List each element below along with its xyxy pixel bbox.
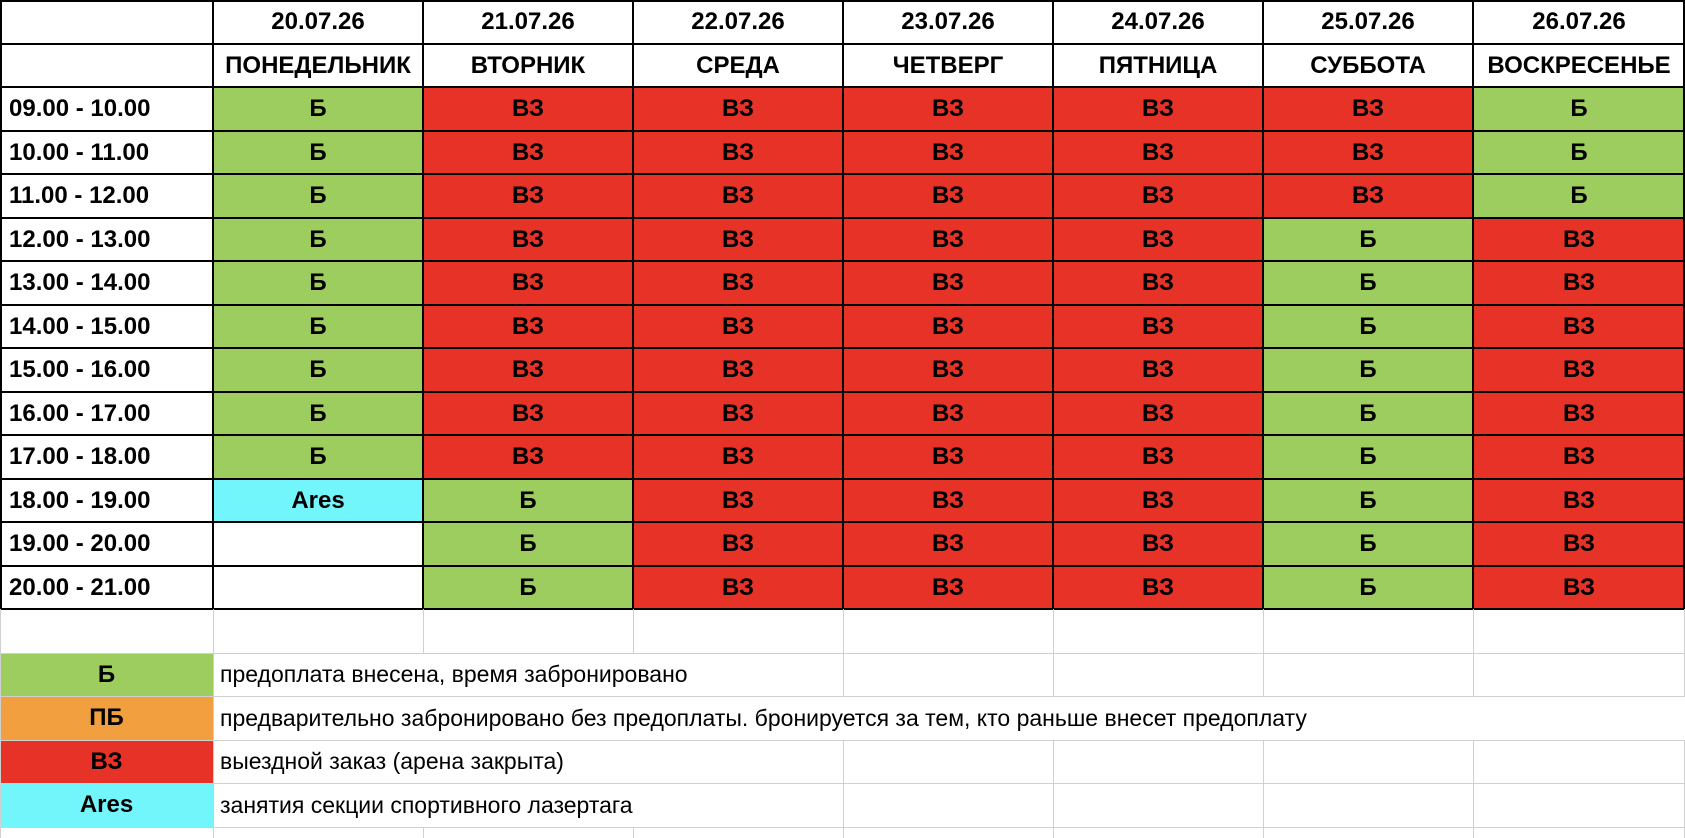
slot-cell-booked[interactable]: Б (423, 479, 633, 522)
legend-swatch-prebooked: ПБ (0, 696, 213, 740)
slot-cell-offsite[interactable]: ВЗ (633, 131, 843, 174)
slot-cell-booked[interactable]: Б (1263, 305, 1473, 348)
slot-cell-offsite[interactable]: ВЗ (633, 566, 843, 609)
slot-cell-offsite[interactable]: ВЗ (1053, 566, 1263, 609)
time-slot-label[interactable]: 09.00 - 10.00 (0, 87, 213, 131)
slot-cell-offsite[interactable]: ВЗ (843, 305, 1053, 348)
time-slot-label[interactable]: 12.00 - 13.00 (0, 218, 213, 261)
slot-cell-offsite[interactable]: ВЗ (1473, 435, 1685, 479)
slot-cell-offsite[interactable]: ВЗ (423, 261, 633, 305)
time-slot-label[interactable]: 11.00 - 12.00 (0, 174, 213, 218)
date-header[interactable]: 26.07.26 (1473, 0, 1685, 44)
slot-cell-booked[interactable]: Б (213, 218, 423, 261)
table-border-vertical (632, 0, 634, 609)
time-slot-label[interactable]: 19.00 - 20.00 (0, 522, 213, 566)
weekday-header[interactable]: ПЯТНИЦА (1053, 44, 1263, 87)
table-border-vertical (842, 0, 844, 609)
slot-cell-offsite[interactable]: ВЗ (423, 131, 633, 174)
time-slot-label[interactable]: 15.00 - 16.00 (0, 348, 213, 392)
slot-cell-offsite[interactable]: ВЗ (633, 174, 843, 218)
slot-cell-offsite[interactable]: ВЗ (633, 522, 843, 566)
slot-cell-offsite[interactable]: ВЗ (843, 174, 1053, 218)
slot-cell-offsite[interactable]: ВЗ (633, 479, 843, 522)
slot-cell-booked[interactable]: Б (1263, 218, 1473, 261)
slot-cell-offsite[interactable]: ВЗ (423, 392, 633, 435)
slot-cell-offsite[interactable]: ВЗ (1263, 174, 1473, 218)
slot-cell-offsite[interactable]: ВЗ (1053, 87, 1263, 131)
legend-border (0, 696, 1685, 697)
slot-cell-booked[interactable]: Б (1263, 261, 1473, 305)
slot-cell-offsite[interactable]: ВЗ (1053, 479, 1263, 522)
slot-cell-offsite[interactable]: ВЗ (843, 435, 1053, 479)
date-header[interactable]: 20.07.26 (213, 0, 423, 44)
slot-cell-offsite[interactable]: ВЗ (1473, 566, 1685, 609)
weekday-header[interactable]: ЧЕТВЕРГ (843, 44, 1053, 87)
date-header[interactable]: 23.07.26 (843, 0, 1053, 44)
slot-cell-offsite[interactable]: ВЗ (423, 305, 633, 348)
date-header[interactable]: 22.07.26 (633, 0, 843, 44)
slot-cell-offsite[interactable]: ВЗ (1473, 522, 1685, 566)
legend-border (1053, 740, 1054, 838)
time-slot-label[interactable]: 18.00 - 19.00 (0, 479, 213, 522)
time-slot-label[interactable]: 14.00 - 15.00 (0, 305, 213, 348)
slot-cell-offsite[interactable]: ВЗ (633, 218, 843, 261)
slot-cell-offsite[interactable]: ВЗ (1053, 348, 1263, 392)
weekday-header[interactable]: ПОНЕДЕЛЬНИК (213, 44, 423, 87)
slot-cell-offsite[interactable]: ВЗ (843, 348, 1053, 392)
slot-cell-offsite[interactable]: ВЗ (843, 479, 1053, 522)
slot-cell-ares[interactable]: Ares (213, 479, 423, 522)
slot-cell-booked[interactable]: Б (1263, 348, 1473, 392)
slot-cell-offsite[interactable]: ВЗ (1053, 522, 1263, 566)
slot-cell-booked[interactable]: Б (213, 87, 423, 131)
slot-cell-offsite[interactable]: ВЗ (1053, 305, 1263, 348)
slot-cell-booked[interactable]: Б (1263, 566, 1473, 609)
slot-cell-booked[interactable]: Б (213, 392, 423, 435)
time-slot-label[interactable]: 10.00 - 11.00 (0, 131, 213, 174)
slot-cell-offsite[interactable]: ВЗ (843, 392, 1053, 435)
table-border-vertical (1052, 0, 1054, 609)
slot-cell-booked[interactable]: Б (1473, 174, 1685, 218)
date-header[interactable]: 24.07.26 (1053, 0, 1263, 44)
table-border-vertical (212, 0, 214, 609)
slot-cell-offsite[interactable]: ВЗ (1473, 261, 1685, 305)
slot-cell-booked[interactable]: Б (1263, 435, 1473, 479)
legend-border (0, 653, 1, 838)
weekday-header[interactable]: СУББОТА (1263, 44, 1473, 87)
weekday-header[interactable]: СРЕДА (633, 44, 843, 87)
slot-cell-booked[interactable]: Б (1473, 87, 1685, 131)
legend-description: выездной заказ (арена закрыта) (213, 740, 843, 783)
time-slot-label[interactable]: 17.00 - 18.00 (0, 435, 213, 479)
table-border-vertical (1262, 0, 1264, 609)
slot-cell-offsite[interactable]: ВЗ (633, 261, 843, 305)
slot-cell-booked[interactable]: Б (1473, 131, 1685, 174)
slot-cell-offsite[interactable]: ВЗ (423, 174, 633, 218)
slot-cell-offsite[interactable]: ВЗ (1053, 131, 1263, 174)
slot-cell-offsite[interactable]: ВЗ (843, 261, 1053, 305)
slot-cell-booked[interactable]: Б (213, 261, 423, 305)
slot-cell-booked[interactable]: Б (1263, 522, 1473, 566)
table-border-vertical (1472, 0, 1474, 609)
slot-cell-booked[interactable]: Б (213, 305, 423, 348)
corner-cell-bottom (0, 44, 213, 87)
legend-border (0, 653, 1685, 654)
slot-cell-offsite[interactable]: ВЗ (423, 348, 633, 392)
legend-border (1473, 740, 1474, 838)
slot-cell-offsite[interactable]: ВЗ (843, 87, 1053, 131)
slot-cell-offsite[interactable]: ВЗ (1473, 479, 1685, 522)
slot-cell-offsite[interactable]: ВЗ (843, 566, 1053, 609)
slot-cell-offsite[interactable]: ВЗ (1053, 174, 1263, 218)
date-header[interactable]: 21.07.26 (423, 0, 633, 44)
legend-description: предоплата внесена, время забронировано (213, 653, 843, 696)
slot-cell-offsite[interactable]: ВЗ (633, 392, 843, 435)
legend-border (213, 653, 214, 838)
slot-cell-offsite[interactable]: ВЗ (1053, 218, 1263, 261)
slot-cell-offsite[interactable]: ВЗ (423, 87, 633, 131)
slot-cell-offsite[interactable]: ВЗ (1053, 261, 1263, 305)
legend-border (1263, 740, 1264, 838)
legend-description: занятия секции спортивного лазертага (213, 783, 843, 827)
slot-cell-offsite[interactable]: ВЗ (1053, 392, 1263, 435)
slot-cell-booked[interactable]: Б (1263, 392, 1473, 435)
table-border-vertical (0, 0, 2, 609)
legend-swatch-offsite: ВЗ (0, 740, 213, 783)
slot-cell-offsite[interactable]: ВЗ (1473, 348, 1685, 392)
slot-cell-booked[interactable]: Б (1263, 479, 1473, 522)
slot-cell-booked[interactable]: Б (213, 174, 423, 218)
legend-description: предварительно забронировано без предоплаты. бронируется за тем, кто раньше внесет предоплату (213, 696, 1685, 740)
slot-cell-offsite[interactable]: ВЗ (1263, 131, 1473, 174)
weekday-header[interactable]: ВОСКРЕСЕНЬЕ (1473, 44, 1685, 87)
slot-cell-booked[interactable]: Б (423, 566, 633, 609)
legend-swatch-booked: Б (0, 653, 213, 696)
slot-cell-offsite[interactable]: ВЗ (633, 435, 843, 479)
slot-cell-offsite[interactable]: ВЗ (843, 218, 1053, 261)
corner-cell-top (0, 0, 213, 44)
legend-border (843, 740, 844, 838)
date-header[interactable]: 25.07.26 (1263, 0, 1473, 44)
slot-cell-offsite[interactable]: ВЗ (633, 305, 843, 348)
table-border-vertical (422, 0, 424, 609)
slot-cell-booked[interactable]: Б (213, 131, 423, 174)
slot-cell-empty[interactable] (213, 522, 423, 566)
slot-cell-offsite[interactable]: ВЗ (843, 131, 1053, 174)
slot-cell-booked[interactable]: Б (213, 348, 423, 392)
slot-cell-offsite[interactable]: ВЗ (1473, 305, 1685, 348)
slot-cell-booked[interactable]: Б (213, 435, 423, 479)
slot-cell-offsite[interactable]: ВЗ (1473, 392, 1685, 435)
time-slot-label[interactable]: 16.00 - 17.00 (0, 392, 213, 435)
time-slot-label[interactable]: 20.00 - 21.00 (0, 566, 213, 609)
slot-cell-booked[interactable]: Б (423, 522, 633, 566)
slot-cell-offsite[interactable]: ВЗ (423, 218, 633, 261)
slot-cell-offsite[interactable]: ВЗ (843, 522, 1053, 566)
slot-cell-offsite[interactable]: ВЗ (633, 348, 843, 392)
slot-cell-offsite[interactable]: ВЗ (1053, 435, 1263, 479)
slot-cell-empty[interactable] (213, 566, 423, 609)
time-slot-label[interactable]: 13.00 - 14.00 (0, 261, 213, 305)
weekday-header[interactable]: ВТОРНИК (423, 44, 633, 87)
slot-cell-offsite[interactable]: ВЗ (633, 87, 843, 131)
slot-cell-offsite[interactable]: ВЗ (1473, 218, 1685, 261)
slot-cell-offsite[interactable]: ВЗ (1263, 87, 1473, 131)
slot-cell-offsite[interactable]: ВЗ (423, 435, 633, 479)
legend-swatch-ares: Ares (0, 783, 213, 827)
